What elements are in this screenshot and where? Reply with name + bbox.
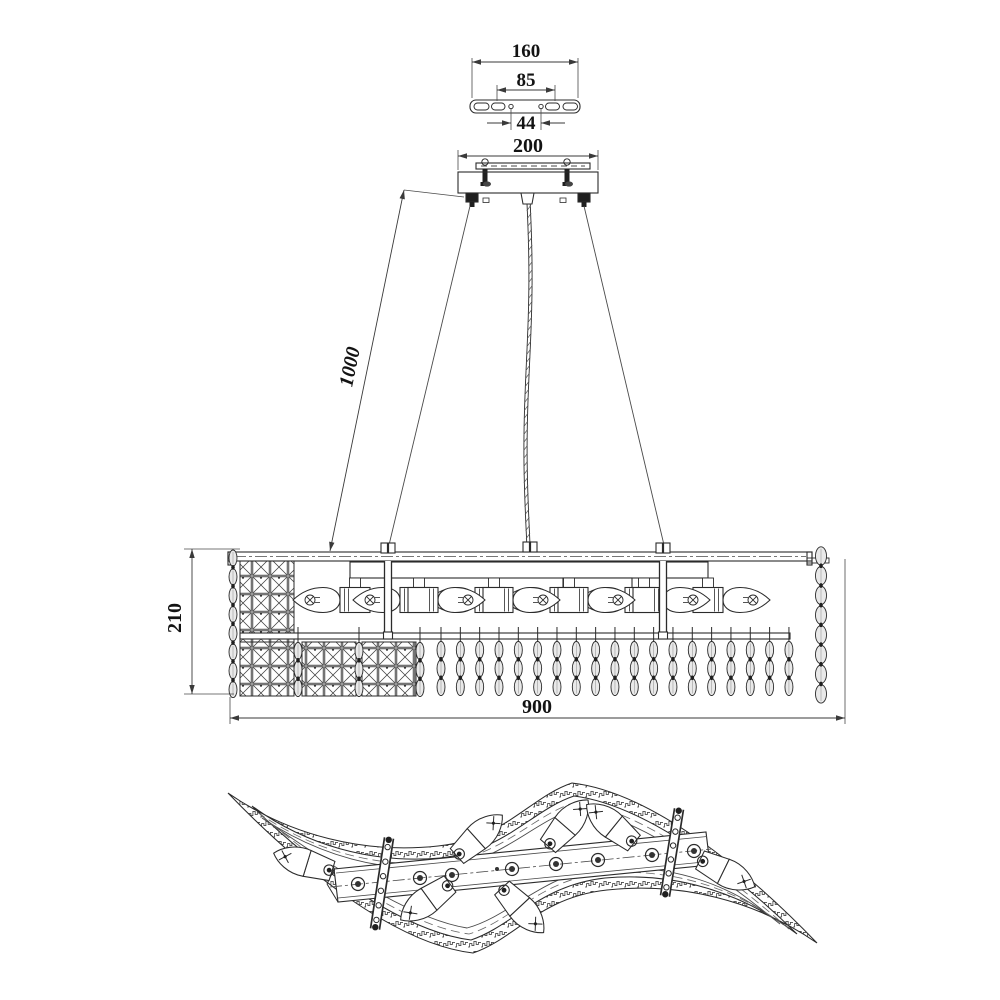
dim-slot-spacing-label: 85 bbox=[516, 70, 536, 91]
dim-hole-spacing-label: 44 bbox=[516, 113, 536, 134]
suspension-wires bbox=[389, 204, 664, 548]
canopy-side-view bbox=[329, 150, 598, 551]
dim-canopy-width-label: 200 bbox=[513, 135, 543, 157]
dim-bracket-width-label: 160 bbox=[511, 41, 541, 62]
dim-fixture-height-label: 210 bbox=[164, 603, 186, 633]
dim-suspension-drop-label: 1000 bbox=[335, 345, 365, 389]
dim-fixture-length-label: 900 bbox=[522, 696, 552, 718]
fixture-front-view bbox=[228, 542, 829, 703]
fixture-plan-view bbox=[228, 783, 817, 953]
